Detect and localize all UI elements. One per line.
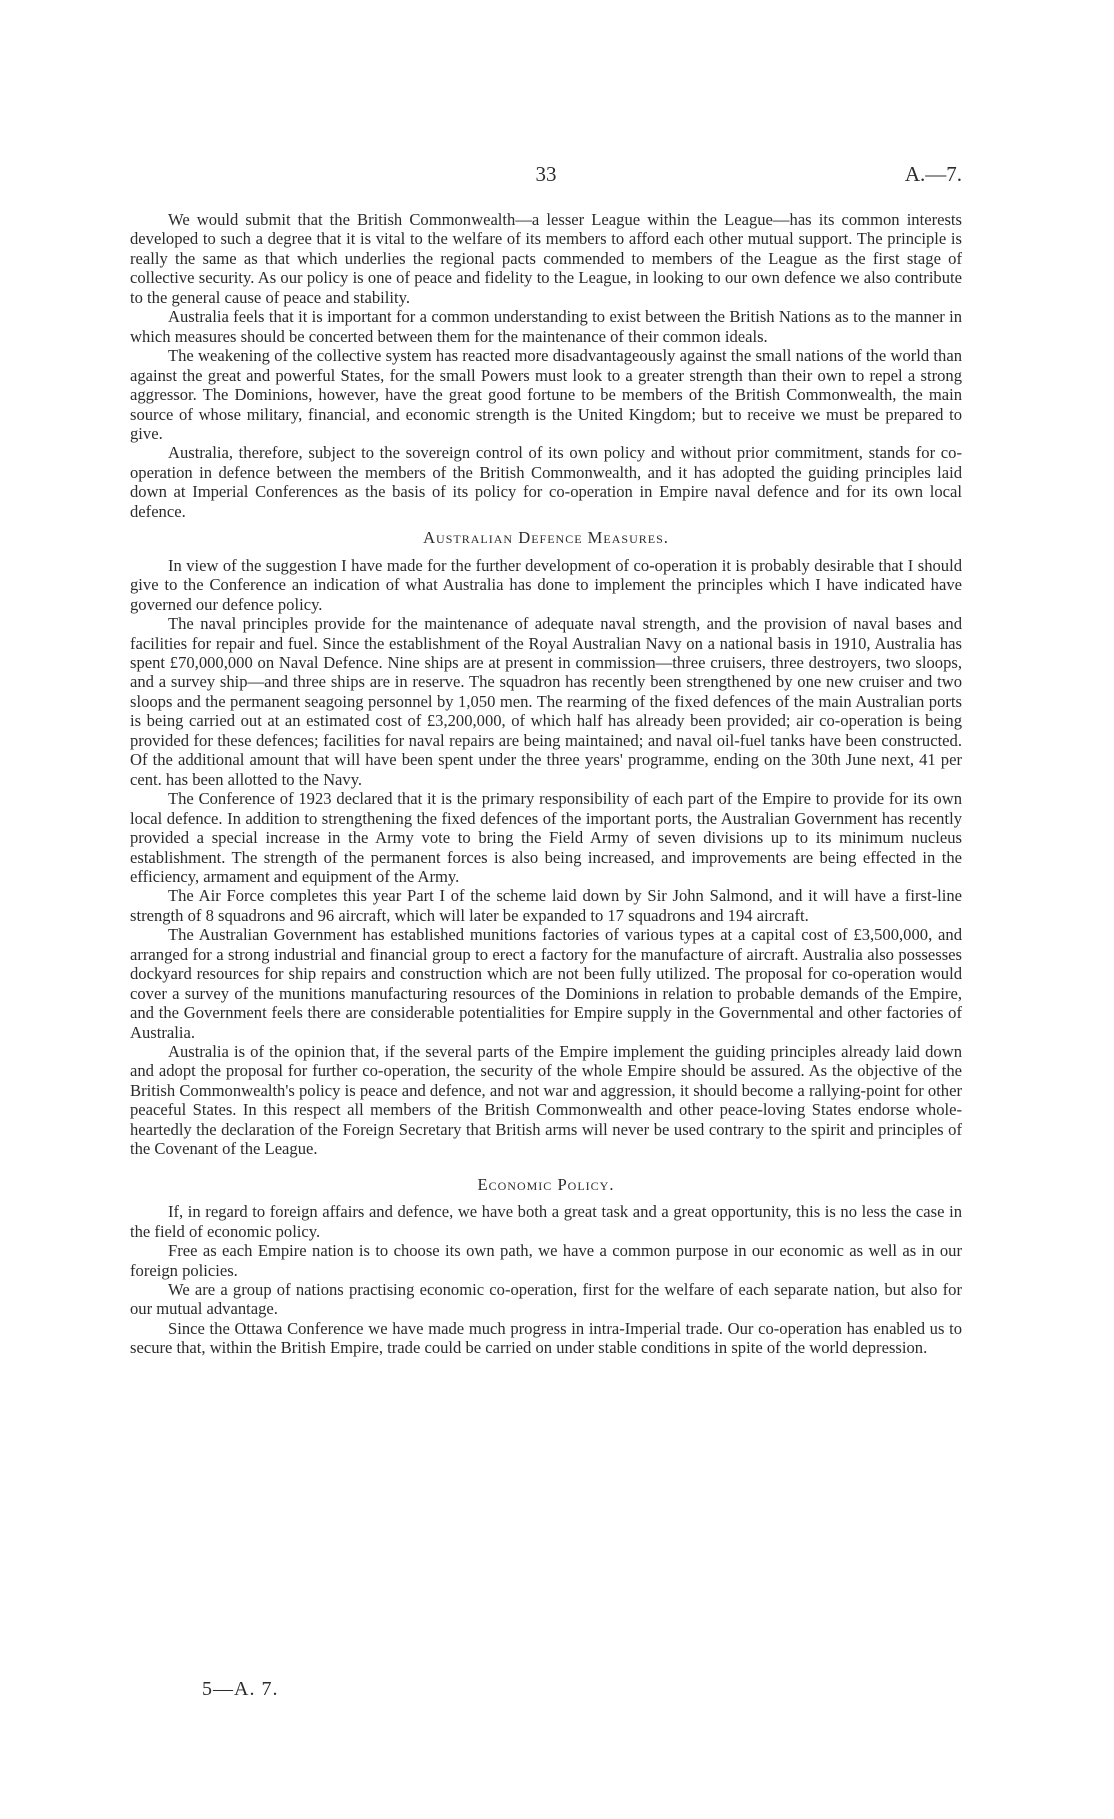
paragraph: If, in regard to foreign affairs and defence, we have both a great task and a great opportunity, this is no less the case in the field of economic policy.: [130, 1202, 962, 1241]
section-heading-defence-measures: Australian Defence Measures.: [423, 528, 669, 548]
paragraph: Australia is of the opinion that, if the several parts of the Empire implement the guiding principles already laid down and adopt the proposal for further co-operation, the security of the whole Empire should be assured. As the objective of the British Commonwealth's policy is peace and defence, and not war and aggression, it should become a rallying-point for other peaceful States. In this respect all members of the British Commonwealth and other peace-loving States endorse whole-heartedly the declaration of the Foreign Secretary that British arms will never be used contrary to the spirit and principles of the Covenant of the League.: [130, 1042, 962, 1159]
paragraph: Australia, therefore, subject to the sovereign control of its own policy and without prior commitment, stands for co-operation in defence between the members of the British Commonwealth, and it has adopted the guiding principles laid down at Imperial Conferences as the basis of its policy for co-operation in Empire naval defence and for its own local defence.: [130, 443, 962, 521]
paragraph: Since the Ottawa Conference we have made much progress in intra-Imperial trade. Our co-operation has enabled us to secure that, within the British Empire, trade could be carried on under stable conditions in spite of the world depression.: [130, 1318, 962, 1358]
paragraph: The naval principles provide for the maintenance of adequate naval strength, and the provision of naval bases and facilities for repair and fuel. Since the establishment of the Royal Australian Navy on a national basis in 1910, Australia has spent £70,000,000 on Naval Defence. Nine ships are at present in commission—three cruisers, three destroyers, two sloops, and a survey ship—and three ships are in reserve. The squadron has recently been strengthened by one new cruiser and two sloops and the permanent seagoing personnel by 1,050 men. The rearming of the fixed defences of the main Australian ports is being carried out at an estimated cost of £3,200,000, of which half has already been provided; air co-operation is being provided for these defences; facilities for naval repairs are being maintained; and naval oil-fuel tanks have been constructed. Of the additional amount that will have been spent under the three years' programme, ending on the 30th June next, 41 per cent. has been allotted to the Navy.: [130, 614, 962, 789]
page-header: [130, 162, 962, 192]
paragraph: The Australian Government has established munitions factories of various types at a capital cost of £3,500,000, and arranged for a strong industrial and financial group to erect a factory for the manufacture of aircraft. Australia also possesses dockyard resources for ship repairs and construction which are not been fully utilized. The proposal for co-operation would cover a survey of the munitions manufacturing resources of the Dominions in relation to probable demands of the Empire, and the Government feels there are considerable potentialities for Empire supply in the Governmental and other factories of Australia.: [130, 925, 962, 1042]
section-heading-economic-policy: Economic Policy.: [477, 1174, 615, 1194]
page-body: [130, 210, 962, 1358]
paragraph: Australia feels that it is important for a common understanding to exist between the British Nations as to the manner in which measures should be concerted between them for the maintenance of their common ideals.: [130, 307, 962, 346]
paragraph: We would submit that the British Commonwealth—a lesser League within the League—has its common interests developed to such a degree that it is vital to the welfare of its members to afford each other mutual support. The principle is really the same as that which underlies the regional pacts commended to members of the League as the first stage of collective security. As our policy is one of peace and fidelity to the League, in looking to our own defence we also contribute to the general cause of peace and stability.: [130, 210, 962, 307]
paragraph: The weakening of the collective system has reacted more disadvantageously against the small nations of the world than against the great and powerful States, for the small Powers must look to a greater strength than their own to repel a strong aggressor. The Dominions, however, have the great good fortune to be members of the British Commonwealth, the main source of whose military, financial, and economic strength is the United Kingdom; but to receive we must be prepared to give.: [130, 346, 962, 443]
paragraph: The Conference of 1923 declared that it is the primary responsibility of each part of the Empire to provide for its own local defence. In addition to strengthening the fixed defences of the important ports, the Australian Government has recently provided a special increase in the Army vote to bring the Field Army of seven divisions up to its minimum nucleus establishment. The strength of the permanent forces is also being increased, and improvements are being effected in the efficiency, armament and equipment of the Army.: [130, 789, 962, 886]
paragraph: The Air Force completes this year Part I of the scheme laid down by Sir John Salmond, and it will have a first-line strength of 8 squadrons and 96 aircraft, which will later be expanded to 17 squadrons and 194 aircraft.: [130, 886, 962, 925]
paragraph: Free as each Empire nation is to choose its own path, we have a common purpose in our economic as well as in our foreign policies.: [130, 1241, 962, 1280]
paragraph: In view of the suggestion I have made for the further development of co-operation it is probably desirable that I should give to the Conference an indication of what Australia has done to implement the principles which I have indicated have governed our defence policy.: [130, 555, 962, 614]
signature-mark: 5—A. 7.: [202, 1678, 279, 1700]
page-number: 33: [535, 162, 557, 186]
paragraph: We are a group of nations practising economic co-operation, first for the welfare of each separate nation, but also for our mutual advantage.: [130, 1280, 962, 1319]
document-reference: A.—7.: [904, 162, 962, 186]
